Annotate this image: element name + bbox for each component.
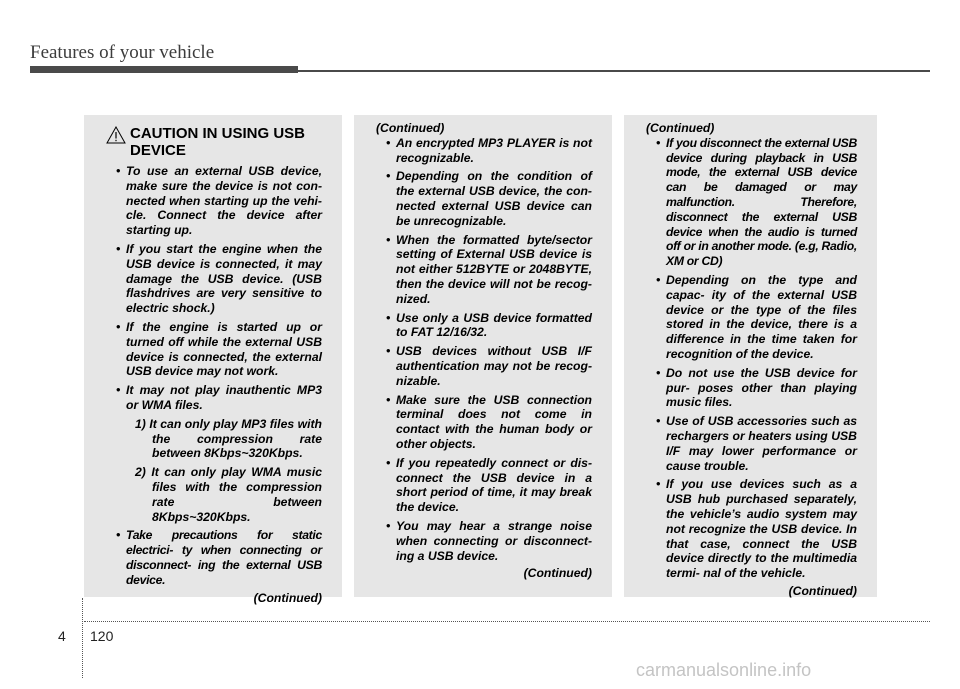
header-title: Features of your vehicle — [30, 42, 215, 63]
continued-start-label: (Continued) — [646, 121, 715, 135]
list-item: • If you use devices such as a USB hub purchased separately, the vehicle’s audio system may not recognize the USB device. In that case, connect the USB device directly to the multimedia termi- nal of the vehicle. — [656, 477, 857, 581]
list-item: • You may hear a strange noise when connecting or disconnect- ing a USB device. — [386, 518, 592, 563]
list-item: • It may not play inauthentic MP3 or WMA files. 1) It can only play MP3 files with the compression rate between 8Kbps~320Kbps. 2) It can only play WMA music files with the compression rate between 8Kbps~320Kbps. — [116, 383, 322, 524]
continued-end-label: (Continued) — [788, 583, 857, 598]
watermark: carmanualsonline.info — [636, 660, 812, 680]
continued-start-label: (Continued) — [376, 121, 445, 135]
section-number: 4 — [58, 628, 66, 644]
warning-triangle-icon — [106, 126, 126, 144]
list-item: • Use of USB accessories such as rechargers or heaters using USB I/F may lower performance or cause trouble. — [656, 414, 857, 473]
caution-list-3 — [646, 136, 857, 581]
list-item: • If you start the engine when the USB device is connected, it may damage the USB device. (USB flashdrives are very sensitive to electric shock.) — [116, 241, 322, 316]
list-item: • If you disconnect the external USB device during playback in USB mode, the external USB device can be damaged or may malfunction. Therefore, disconnect the external USB device when the audio is turned off or in another mode. (e.g, Radio, XM or CD) — [656, 135, 857, 269]
sub-list-item: 1) It can only play MP3 files with the compression rate between 8Kbps~320Kbps. — [135, 416, 322, 461]
caution-column-2 — [354, 115, 612, 597]
list-item: • When the formatted byte/sector setting of External USB device is not either 512BYTE or 2048BYTE, then the device will not be recog- nized. — [386, 232, 592, 306]
continued-end-label: (Continued) — [523, 566, 592, 581]
list-item: • To use an external USB device, make sure the device is not con- nected when starting up the vehi- cle. Connect the device after starting up. — [116, 164, 322, 238]
list-item: • Make sure the USB connection terminal does not come in contact with the human body or other objects. — [386, 392, 592, 451]
list-item: • Do not use the USB device for pur- poses other than playing music files. — [656, 365, 857, 410]
footer-horizontal-rule — [84, 621, 930, 623]
sub-list-item: 2) It can only play WMA music files with the compression rate between 8Kbps~320Kbps. — [135, 465, 322, 524]
caution-list-2 — [376, 136, 592, 564]
list-item: • USB devices without USB I/F authentication may not be recog- nizable. — [386, 344, 592, 388]
caution-heading — [106, 125, 322, 159]
continued-end-label: (Continued) — [253, 590, 322, 605]
list-item: • Take precautions for static electrici- ty when connecting or disconnect- ing the external USB device. — [116, 528, 322, 587]
list-item: • If the engine is started up or turned off while the external USB device is connected, the external USB device may not work. — [116, 319, 322, 379]
header-bar-thin — [298, 70, 930, 72]
sub-list — [126, 417, 322, 525]
list-item: • Use only a USB device formatted to FAT 12/16/32. — [386, 310, 592, 340]
list-item: • Depending on the type and capac- ity of the external USB device or the type of the files stored in the device, there is a difference in the time taken for recognition of the device. — [656, 272, 857, 361]
list-item: • Depending on the condition of the external USB device, the con- nected external USB device can be unrecognizable. — [386, 169, 592, 228]
footer-vertical-rule — [82, 598, 84, 678]
list-item: • If you repeatedly connect or dis- connect the USB device in a short period of time, it may break the device. — [386, 455, 592, 515]
caution-heading-text: CAUTION IN USING USB DEVICE — [130, 125, 306, 159]
caution-column-3 — [624, 115, 877, 597]
caution-list-1 — [106, 164, 322, 588]
header-bar-thick — [30, 66, 298, 73]
list-item: • An encrypted MP3 PLAYER is not recognizable. — [386, 135, 592, 165]
page-number: 120 — [90, 628, 114, 644]
caution-column-1 — [84, 115, 342, 605]
